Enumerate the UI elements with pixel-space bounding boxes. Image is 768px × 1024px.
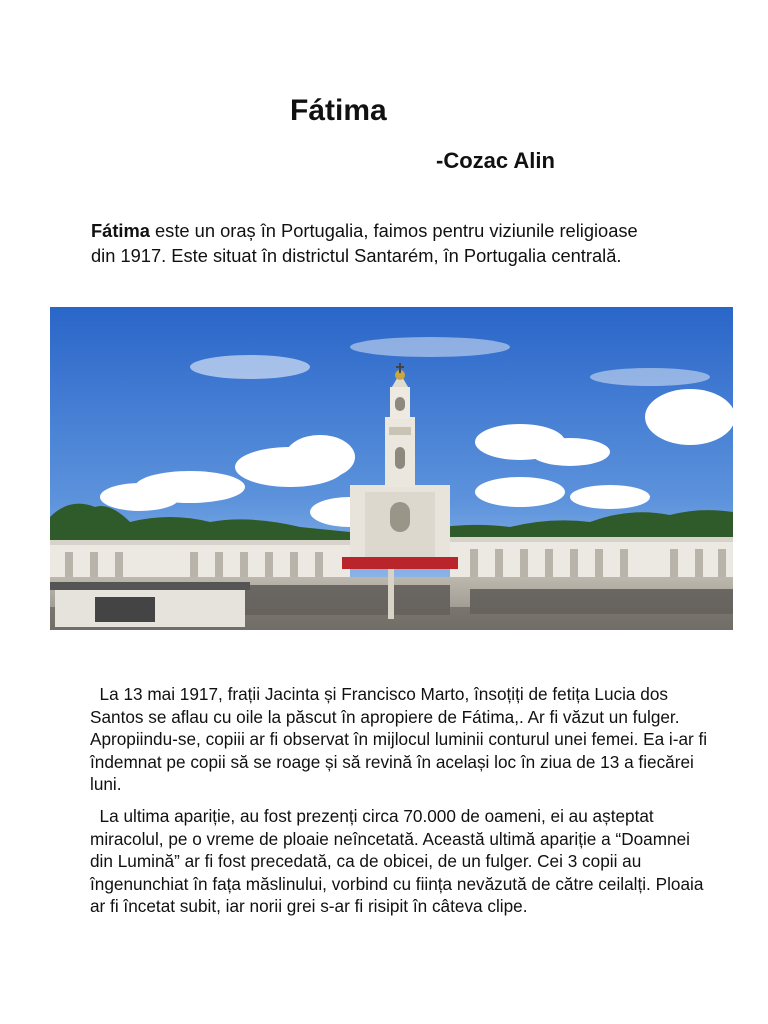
author-line: -Cozac Alin — [436, 148, 555, 173]
intro-paragraph — [91, 218, 651, 268]
colonnade-right — [450, 537, 733, 584]
sanctuary-illustration — [50, 307, 733, 630]
paragraph-1: La 13 mai 1917, frații Jacinta și Francisco Marto, însoțiți de fetița Lucia dos Santos se aflau cu oile la păscut în apropiere de Fátima,. Ar fi văzut un fulger. Apropiindu-se, copiii ar fi observat în mijlocul luminii conturul unei femei. Ea i-ar fi îndemnat pe copii să se roage și să revină în același loc în ziua de 13 a fiecărei luni. — [90, 684, 708, 795]
paragraph-2: La ultima apariție, au fost prezenți circa 70.000 de oameni, ei au așteptat miracolul, pe o vreme de ploaie neîncetată. Această ultimă apariție a “Doamnei din Lumină” ar fi fost precedată, ca de obicei, de un fulger. Cei 3 copii au îngenunchiat în fața măslinului, vorbind cu ființa nevăzută de către ceilalți. Ploaia ar fi încetat subit, iar norii grei s-ar fi risipit în câteva clipe. — [90, 806, 704, 917]
pavilion — [50, 582, 250, 627]
document-title: Fátima — [290, 94, 387, 127]
colonnade-left — [50, 540, 350, 582]
intro-bold-term: Fátima — [91, 220, 150, 241]
monument — [388, 569, 394, 619]
intro-text: este un oraș în Portugalia, faimos pentru viziunile religioase din 1917. Este situat în districtul Santarém, în Portugalia centrală. — [91, 220, 638, 266]
sanctuary-photo — [50, 307, 733, 630]
